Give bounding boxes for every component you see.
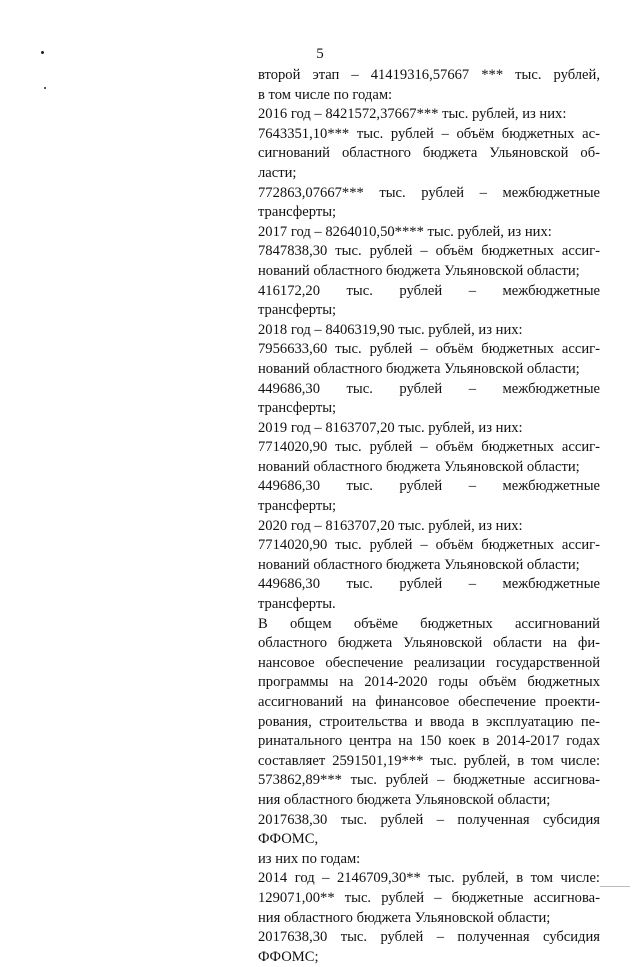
text-line: 449686,30 тыс. рублей – межбюджетные bbox=[258, 478, 600, 495]
text-line: нований областного бюджета Ульяновской области; bbox=[258, 262, 580, 279]
text-line: в том числе по годам: bbox=[258, 86, 393, 103]
text-line: составляет 2591501,19*** тыс. рублей, в том числе: bbox=[258, 752, 600, 769]
text-line: ФФОМС, bbox=[258, 831, 319, 848]
text-line: 772863,07667*** тыс. рублей – межбюджетные bbox=[258, 184, 600, 201]
text-line: нований областного бюджета Ульяновской области; bbox=[258, 458, 580, 475]
text-line: 7643351,10*** тыс. рублей – объём бюджетных ас- bbox=[258, 125, 600, 142]
text-line: трансферты. bbox=[258, 596, 336, 613]
text-line: 573862,89*** тыс. рублей – бюджетные ассигнова- bbox=[258, 772, 600, 789]
text-line: ласти; bbox=[258, 164, 297, 181]
text-line: 129071,00** тыс. рублей – бюджетные ассигнова- bbox=[258, 889, 600, 906]
text-line: ФФОМС; bbox=[258, 948, 319, 965]
text-line: трансферты; bbox=[258, 400, 337, 417]
text-line: ния областного бюджета Ульяновской области; bbox=[258, 909, 551, 926]
text-line: нований областного бюджета Ульяновской области; bbox=[258, 556, 580, 573]
text-line: ния областного бюджета Ульяновской области; bbox=[258, 791, 551, 808]
document-body bbox=[258, 66, 600, 967]
text-line: 7714020,90 тыс. рублей – объём бюджетных ассиг- bbox=[258, 439, 600, 456]
text-line: из них по годам: bbox=[258, 850, 361, 867]
text-line: 2017638,30 тыс. рублей – полученная субсидия bbox=[258, 811, 600, 828]
text-line: 2020 год – 8163707,20 тыс. рублей, из них: bbox=[258, 517, 523, 534]
text-line: ринатального центра на 150 коек в 2014-2017 годах bbox=[258, 733, 600, 750]
page-number: 5 bbox=[316, 46, 324, 62]
text-line: 2018 год – 8406319,90 тыс. рублей, из них: bbox=[258, 321, 523, 338]
text-line: 449686,30 тыс. рублей – межбюджетные bbox=[258, 380, 600, 397]
text-line: 2017638,30 тыс. рублей – полученная субсидия bbox=[258, 929, 600, 946]
text-line: 2019 год – 8163707,20 тыс. рублей, из них: bbox=[258, 419, 523, 436]
text-line: 7847838,30 тыс. рублей – объём бюджетных ассиг- bbox=[258, 243, 600, 260]
text-line: нований областного бюджета Ульяновской области; bbox=[258, 360, 580, 377]
text-line: В общем объёме бюджетных ассигнований bbox=[258, 615, 600, 632]
text-line: 449686,30 тыс. рублей – межбюджетные bbox=[258, 576, 600, 593]
text-line: 2016 год – 8421572,37667*** тыс. рублей, из них: bbox=[258, 106, 567, 123]
text-line: нансовое обеспечение реализации государственной bbox=[258, 654, 600, 671]
text-line: рования, строительства и ввода в эксплуатацию пе- bbox=[258, 713, 600, 730]
scan-edge-line bbox=[600, 886, 630, 887]
text-line: 7956633,60 тыс. рублей – объём бюджетных ассиг- bbox=[258, 341, 600, 358]
text-line: 7714020,90 тыс. рублей – объём бюджетных ассиг- bbox=[258, 537, 600, 554]
text-line: трансферты; bbox=[258, 204, 337, 221]
scan-dot-mark bbox=[41, 51, 44, 54]
text-line: трансферты; bbox=[258, 302, 337, 319]
text-line: сигнований областного бюджета Ульяновской об- bbox=[258, 145, 600, 162]
text-line: трансферты; bbox=[258, 498, 337, 515]
text-line: второй этап – 41419316,57667 *** тыс. рублей, bbox=[258, 67, 600, 83]
text-line: 416172,20 тыс. рублей – межбюджетные bbox=[258, 282, 600, 299]
text-line: областного бюджета Ульяновской области на фи- bbox=[258, 635, 600, 652]
text-line: 2017 год – 8264010,50**** тыс. рублей, из них: bbox=[258, 223, 552, 240]
text-line: ассигнований на финансовое обеспечение проекти- bbox=[258, 694, 600, 710]
text-line: программы на 2014-2020 годы объём бюджетных bbox=[258, 674, 600, 691]
text-line: 2014 год – 2146709,30** тыс. рублей, в том числе: bbox=[258, 870, 600, 887]
scan-dot-mark bbox=[44, 87, 46, 89]
